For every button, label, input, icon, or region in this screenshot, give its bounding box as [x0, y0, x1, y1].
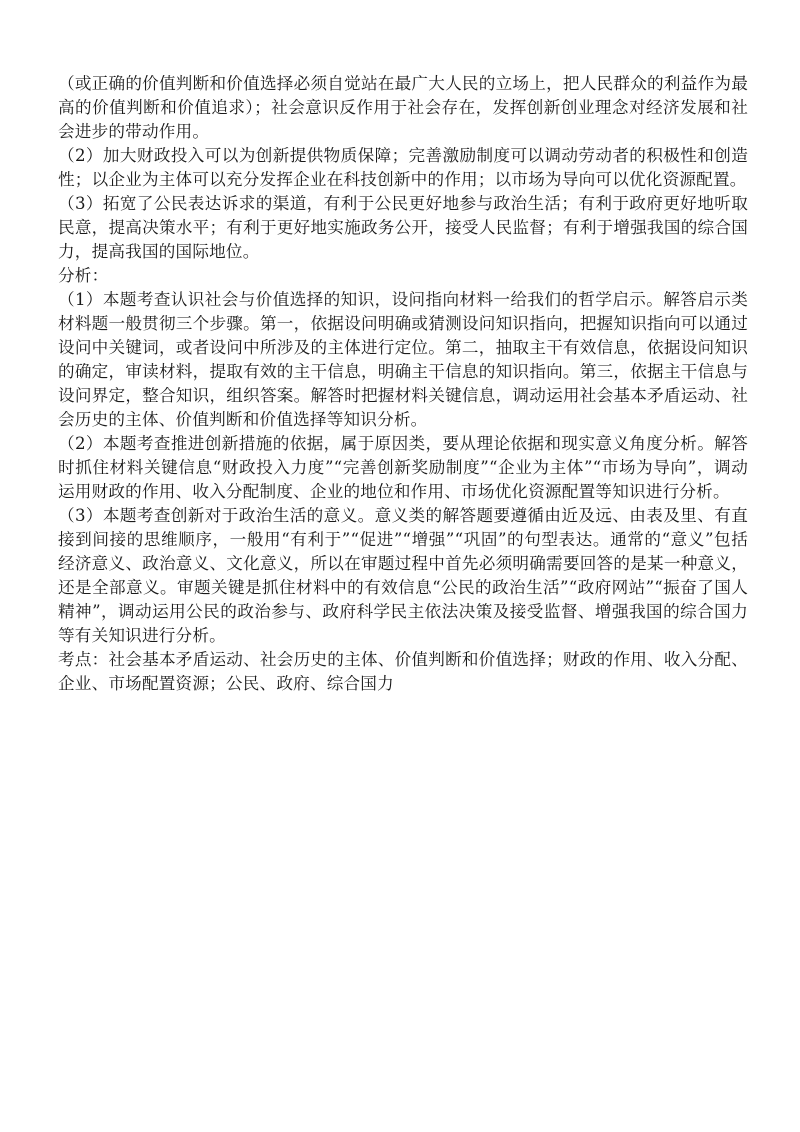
- analysis-paragraph-3: （3）本题考查创新对于政治生活的意义。意义类的解答题要遵循由近及远、由表及里、有直接到间接的思维顺序，一般用“有利于”“促进”“增强”“巩固”的句型表达。通常的“意义”包括经济意义、政治意义、文化意义，所以在审题过程中首先必须明确需要回答的是某一种意义，还是全部意义。审题关键是抓住材料中的有效信息“公民的政治生活”“政府网站”“振奋了国人精神”，调动运用公民的政治参与、政府科学民主依法决策及接受监督、增强我国的综合国力等有关知识进行分析。: [58, 506, 748, 645]
- analysis-heading: 分析：: [58, 266, 109, 285]
- analysis-paragraph-2: （2）本题考查推进创新措施的依据，属于原因类，要从理论依据和现实意义角度分析。解答时抓住材料关键信息“财政投入力度”“完善创新奖励制度”“企业为主体”“市场为导向”，调动运用财政的作用、收入分配制度、企业的地位和作用、市场优化资源配置等知识进行分析。: [58, 434, 748, 501]
- document-page: [58, 72, 748, 696]
- answer-paragraph-continued: （或正确的价值判断和价值选择必须自觉站在最广大人民的立场上，把人民群众的利益作为最高的价值判断和价值追求）；社会意识反作用于社会存在，发挥创新创业理念对经济发展和社会进步的带动作用。: [58, 74, 748, 141]
- analysis-paragraph-1: （1）本题考查认识社会与价值选择的知识，设问指向材料一给我们的哲学启示。解答启示类材料题一般贯彻三个步骤。第一，依据设问明确或猜测设问知识指向，把握知识指向可以通过设问中关键词，或者设问中所涉及的主体进行定位。第二，抽取主干有效信息，依据设问知识的确定，审读材料，提取有效的主干信息，明确主干信息的知识指向。第三，依据主干信息与设问界定，整合知识，组织答案。解答时把握材料关键信息，调动运用社会基本矛盾运动、社会历史的主体、价值判断和价值选择等知识分析。: [58, 290, 748, 429]
- answer-paragraph-2: （2）加大财政投入可以为创新提供物质保障；完善激励制度可以调动劳动者的积极性和创造性；以企业为主体可以充分发挥企业在科技创新中的作用；以市场为导向可以优化资源配置。: [58, 146, 748, 189]
- answer-paragraph-3: （3）拓宽了公民表达诉求的渠道，有利于公民更好地参与政治生活；有利于政府更好地听取民意，提高决策水平；有利于更好地实施政务公开，接受人民监督；有利于增强我国的综合国力，提高我国的国际地位。: [58, 194, 748, 261]
- key-points-paragraph: 考点：社会基本矛盾运动、社会历史的主体、价值判断和价值选择；财政的作用、收入分配、企业、市场配置资源；公民、政府、综合国力: [58, 650, 748, 693]
